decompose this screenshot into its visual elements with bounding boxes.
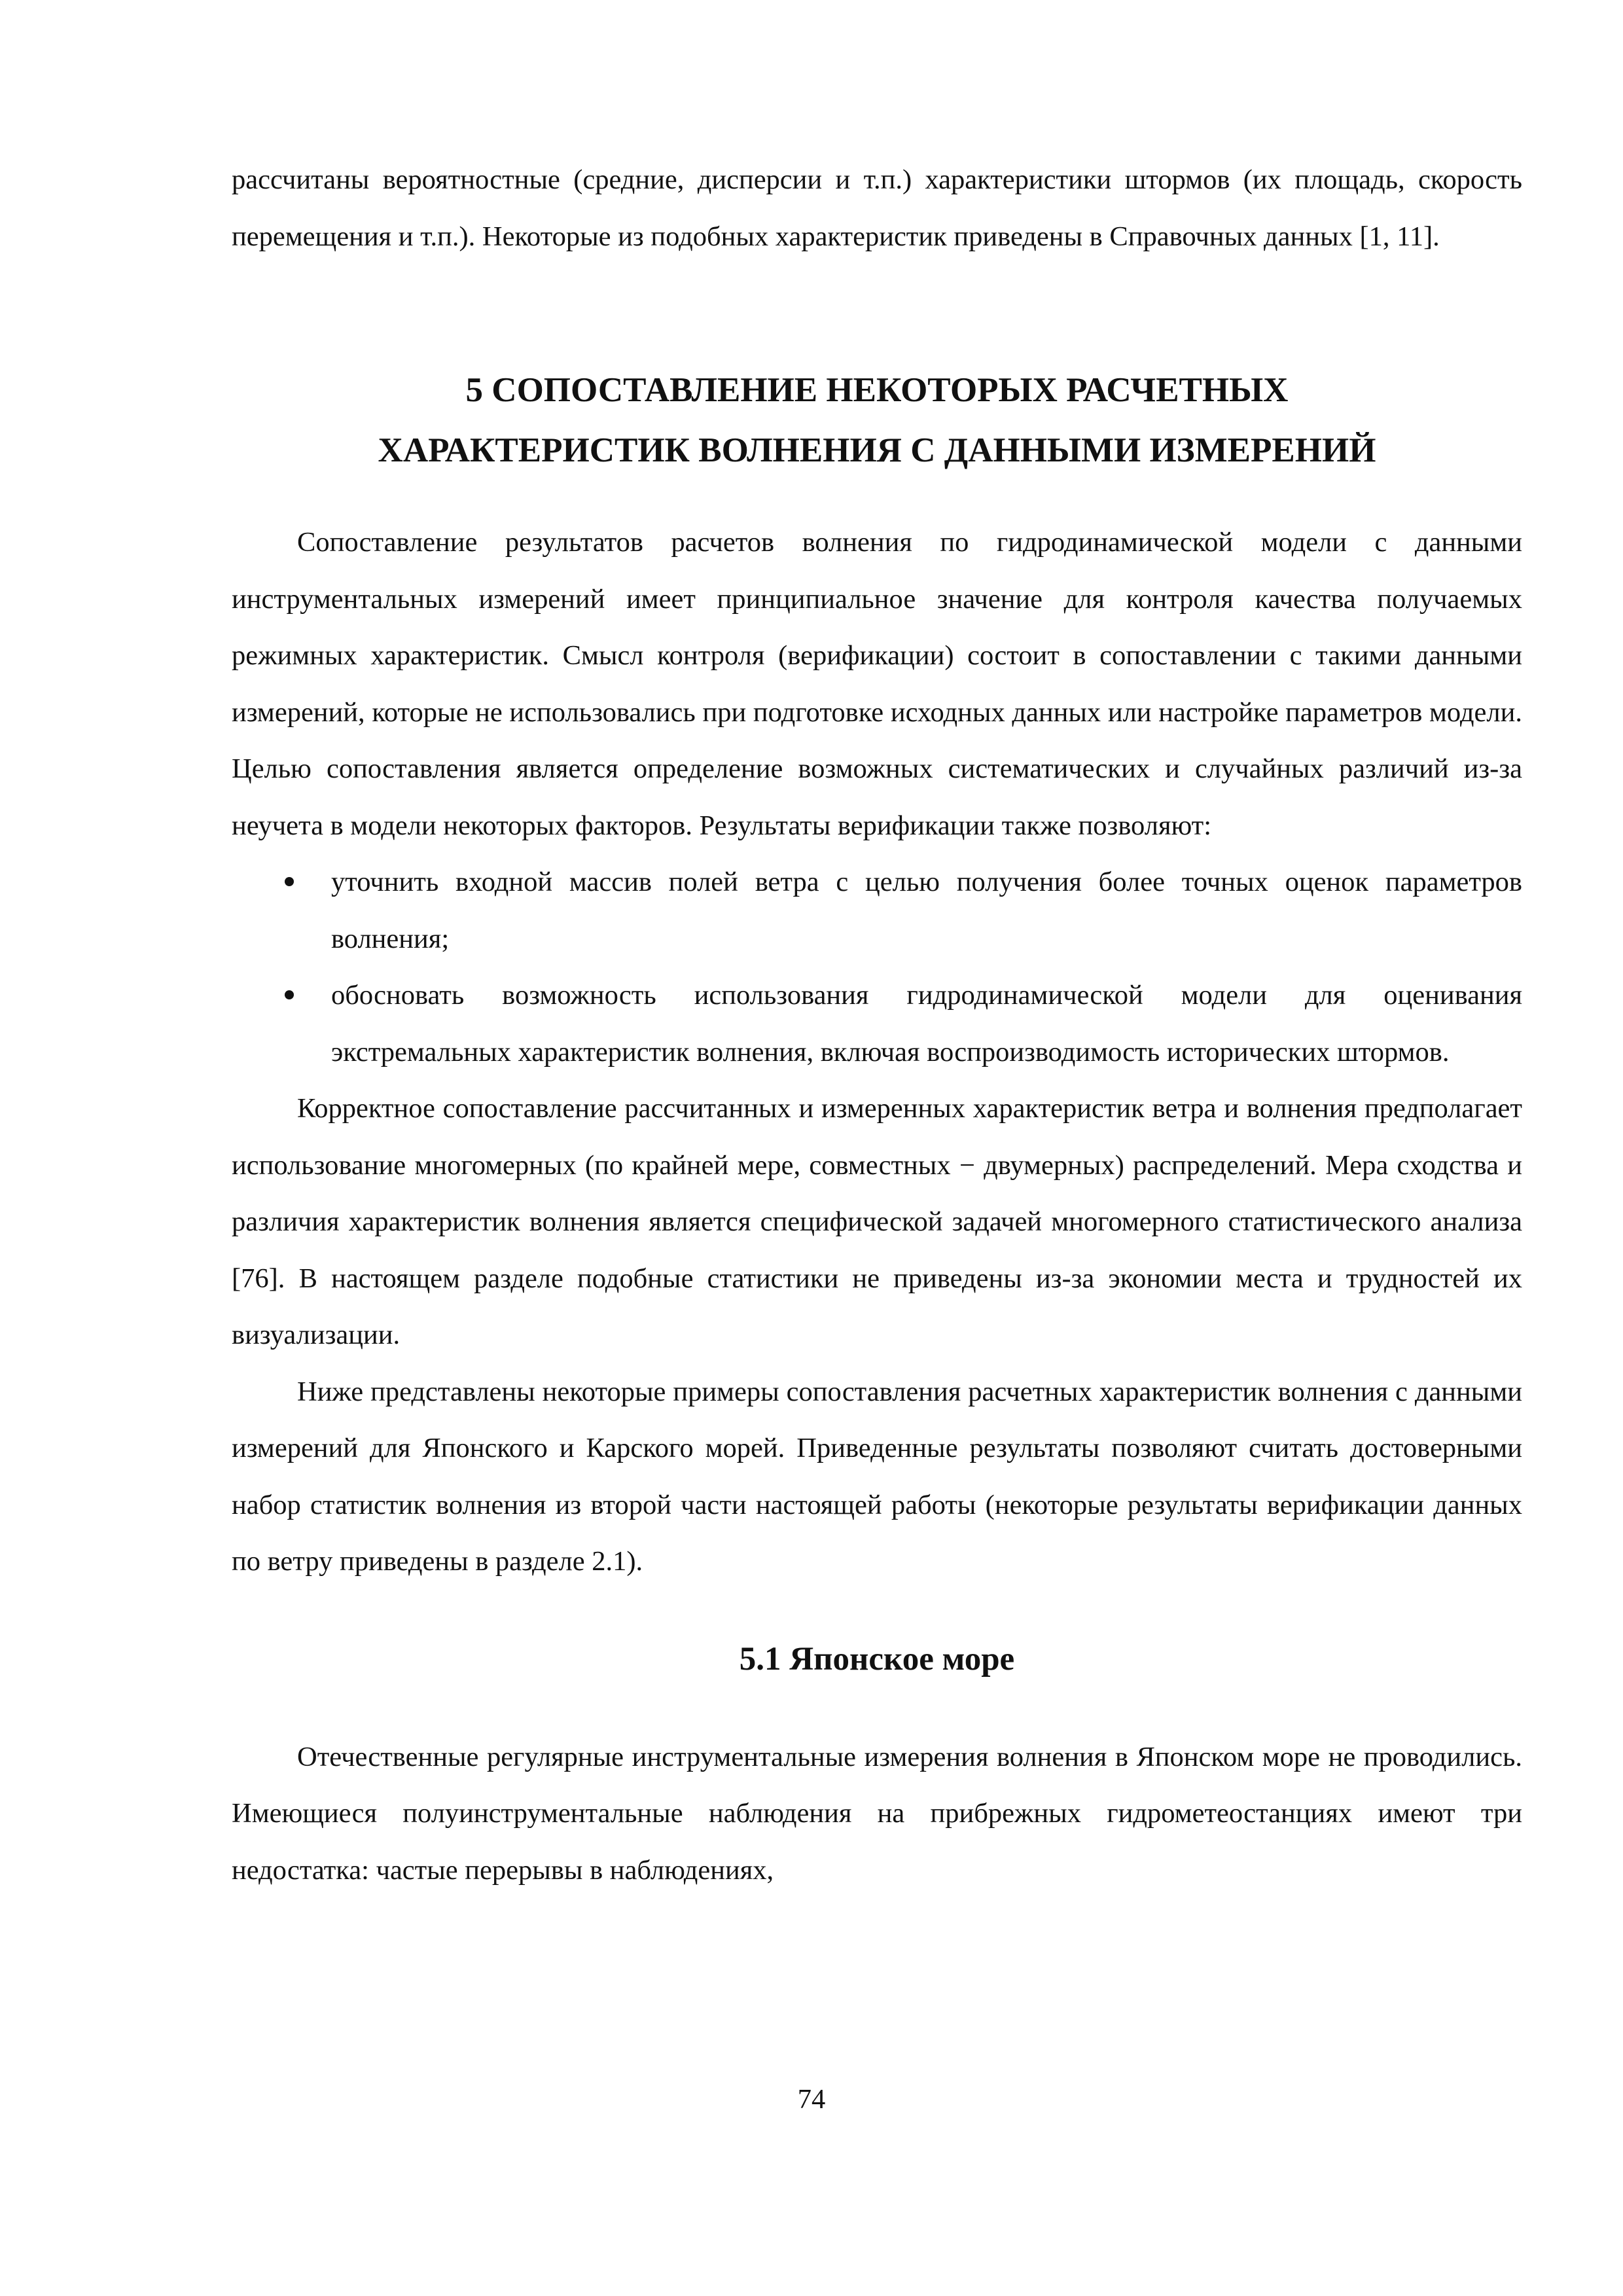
section-title-line-2: ХАРАКТЕРИСТИК ВОЛНЕНИЯ С ДАННЫМИ ИЗМЕРЕНИЙ (378, 431, 1376, 469)
list-item-text: обосновать возможность использования гидродинамической модели для оценивания экстремальных характеристик волнения, включая воспроизводимость исторических штормов. (331, 980, 1522, 1067)
list-item-text: уточнить входной массив полей ветра с целью получения более точных оценок параметров волнения; (331, 867, 1522, 954)
section-title-line-1: 5 СОПОСТАВЛЕНИЕ НЕКОТОРЫХ РАСЧЕТНЫХ (465, 371, 1289, 409)
subsection-title: 5.1 Японское море (739, 1640, 1015, 1677)
bullet-icon (285, 990, 294, 999)
section-paragraph-2: Корректное сопоставление рассчитанных и измеренных характеристик ветра и волнения предполагает использование многомерных (по крайней мере, совместных − двумерных) распределений. Мера сходства и различия характеристик волнения является специфической задачей многомерного статистического анализа [76]. В настоящем разделе подобные статистики не приведены из-за экономии места и трудностей их визуализации. (232, 1093, 1522, 1350)
bullet-icon (285, 877, 294, 886)
bullet-list (232, 854, 1522, 1081)
list-item (232, 854, 1522, 967)
intro-paragraph: рассчитаны вероятностные (средние, дисперсии и т.п.) характеристики штормов (их площадь, скорость перемещения и т.п.). Некоторые из подобных характеристик приведены в Справочных данных [1, 11]. (232, 164, 1522, 252)
subsection-paragraph-1: Отечественные регулярные инструментальные измерения волнения в Японском море не проводились. Имеющиеся полуинструментальные наблюдения на прибрежных гидрометеостанциях имеют три недостатка: частые перерывы в наблюдениях, (232, 1741, 1522, 1886)
section-paragraph-3: Ниже представлены некоторые примеры сопоставления расчетных характеристик волнения с данными измерений для Японского и Карского морей. Приведенные результаты позволяют считать достоверными набор статистик волнения из второй части настоящей работы (некоторые результаты верификации данных по ветру приведены в разделе 2.1). (232, 1376, 1522, 1577)
section-title (232, 360, 1522, 480)
page-body (232, 152, 1522, 1899)
list-item (232, 967, 1522, 1081)
section-paragraph-1: Сопоставление результатов расчетов волнения по гидродинамической модели с данными инструментальных измерений имеет принципиальное значение для контроля качества получаемых режимных характеристик. Смысл контроля (верификации) состоит в сопоставлении с такими данными измерений, которые не использовались при подготовке исходных данных или настройке параметров модели. Целью сопоставления является определение возможных систематических и случайных различий из-за неучета в модели некоторых факторов. Результаты верификации также позволяют: (232, 527, 1522, 841)
page-number: 74 (797, 2084, 826, 2115)
